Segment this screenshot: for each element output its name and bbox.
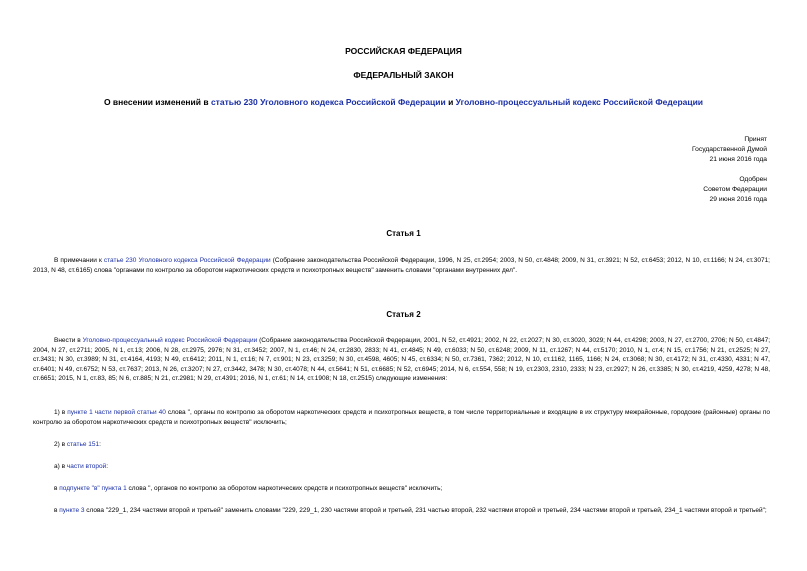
title-mid: и [445, 97, 456, 107]
law-type-heading: ФЕДЕРАЛЬНЫЙ ЗАКОН [353, 70, 454, 80]
country-heading: РОССИЙСКАЯ ФЕДЕРАЦИЯ [345, 46, 462, 56]
approved-label: Одобрен [739, 176, 767, 183]
article-2-subitem-a [33, 462, 770, 472]
adoption-block [692, 135, 767, 165]
article-2-intro [33, 336, 770, 384]
a1-pre: В примечании к [54, 257, 104, 264]
sub1-post: слова ", органов по контролю за оборотом наркотических средств и психотропных веществ" исключить; [126, 485, 443, 492]
approved-date: 29 июня 2016 года [709, 196, 767, 203]
a1-post: (Собрание законодательства Российской Федерации, 1996, N 25, ст.2954; 2003, N 50, ст.4848; 2009, N 31, ст.3921; N 52, ст.6453; 2012, N 10, ст.1166; N 24, ст.3071; 2013, N 48, ст.6165) слова "органами по контролю за оборотом наркотических средств и психотропных веществ" заменить словами "органами внутренних дел". [33, 257, 770, 274]
item1-link[interactable]: пункте 1 части первой статьи 40 [67, 409, 166, 416]
adopted-date: 21 июня 2016 года [709, 156, 767, 163]
approval-block [703, 175, 767, 205]
item2-link[interactable]: статье 151 [66, 441, 100, 448]
article-2-item-2 [33, 440, 770, 450]
title-link-criminal-procedure-code[interactable]: Уголовно-процессуальный кодекс Российской Федерации [455, 97, 704, 107]
adopted-label: Принят [744, 136, 767, 143]
approved-body: Советом Федерации [703, 186, 767, 193]
a1-link-article-230[interactable]: статье 230 Уголовного кодекса Российской Федерации [103, 257, 271, 264]
sub1-link[interactable]: подпункте "в" пункта 1 [59, 485, 127, 492]
a-pre: а) в [54, 463, 67, 470]
item1-post: слова ", органы по контролю за оборотом наркотических средств и психотропных веществ, в том числе территориальные и входящие в их структуру межрайонные, городские (районные) органы по контролю за оборотом наркотических средств и психотропных веществ" исключить; [33, 409, 770, 426]
title-link-criminal-code[interactable]: статью 230 Уголовного кодекса Российской Федерации [210, 97, 446, 107]
a2-pre: Внести в [54, 337, 83, 344]
item1-pre: 1) в [54, 409, 68, 416]
sub2-post: слова "229_1, 234 частями второй и третьей" заменить словами "229, 229_1, 230 частями второй и третьей, 231 частью второй, 232 частями второй и третьей, 234 частями второй и третьей, 234_1 частями второй и третьей"; [84, 507, 767, 514]
item2-pre: 2) в [54, 441, 67, 448]
sub1-pre: в [54, 485, 60, 492]
article-2-heading: Статья 2 [386, 310, 421, 319]
item2-post: : [99, 441, 101, 448]
article-2-sub-2 [33, 506, 770, 516]
sub2-pre: в [54, 507, 60, 514]
a-link[interactable]: части второй [66, 463, 107, 470]
sub2-link[interactable]: пункте 3 [59, 507, 85, 514]
adopted-body: Государственной Думой [692, 146, 767, 153]
a2-link-procedure-code[interactable]: Уголовно-процессуальный кодекс Российской Федерации [82, 337, 258, 344]
title-prefix: О внесении изменений в [103, 97, 211, 107]
article-2-sub-1 [33, 484, 770, 494]
a-post: : [106, 463, 109, 470]
a2-post: (Собрание законодательства Российской Федерации, 2001, N 52, ст.4921; 2002, N 22, ст.2027; N 30, ст.3020, 3029; N 44, ст.4298; 2003, N 27, ст.2700, 2706; N 50, ст.4847; 2004, N 27, ст.2711; 2005, N 1, ст.13; 2006, N 28, ст.2975, 2976; N 31, ст.3452; 2007, N 1, ст.46; N 24, ст.2830, 2833; N 41, ст.4845; N 49, ст.6033; N 50, ст.6248; 2009, N 11, ст.1267; N 44, ст.5170; 2010, N 1, ст.4; N 15, ст.1756; N 21, ст.2525; N 27, ст.3431; N 30, ст.3989; N 31, ст.4164, 4193; N 49, ст.6412; 2011, N 1, ст.16; N 7, ст.901; N 23, ст.3259; N 30, ст.4598, 4605; N 45, ст.6334; N 50, ст.7361, 7362; 2012, N 10, ст.1162, 1165, 1166; N 24, ст.3068; N 30, ст.4172; N 31, ст.4330, 4331; N 47, ст.6401; N 49, ст.6752; N 53, ст.7637; 2013, N 26, ст.3207; N 27, ст.3442, 3478; N 30, ст.4078; N 44, ст.5641; N 51, ст.6685; N 52, ст.6945; 2014, N 6, ст.554, 558; N 19, ст.2303, 2310, 2333; N 23, ст.2927; N 26, ст.3385; N 30, ст.4219, 4259, 4278; N 48, ст.6651; 2015, N 1, ст.83, 85; N 6, ст.885; N 21, ст.2981; N 29, ст.4391; 2016, N 1, ст.61; N 14, ст.1908; N 18, ст.2515) следующие изменения: [33, 337, 770, 382]
article-1-paragraph [33, 256, 770, 275]
article-2-item-1 [33, 408, 770, 427]
document-title [0, 97, 807, 107]
article-1-heading: Статья 1 [386, 229, 421, 238]
